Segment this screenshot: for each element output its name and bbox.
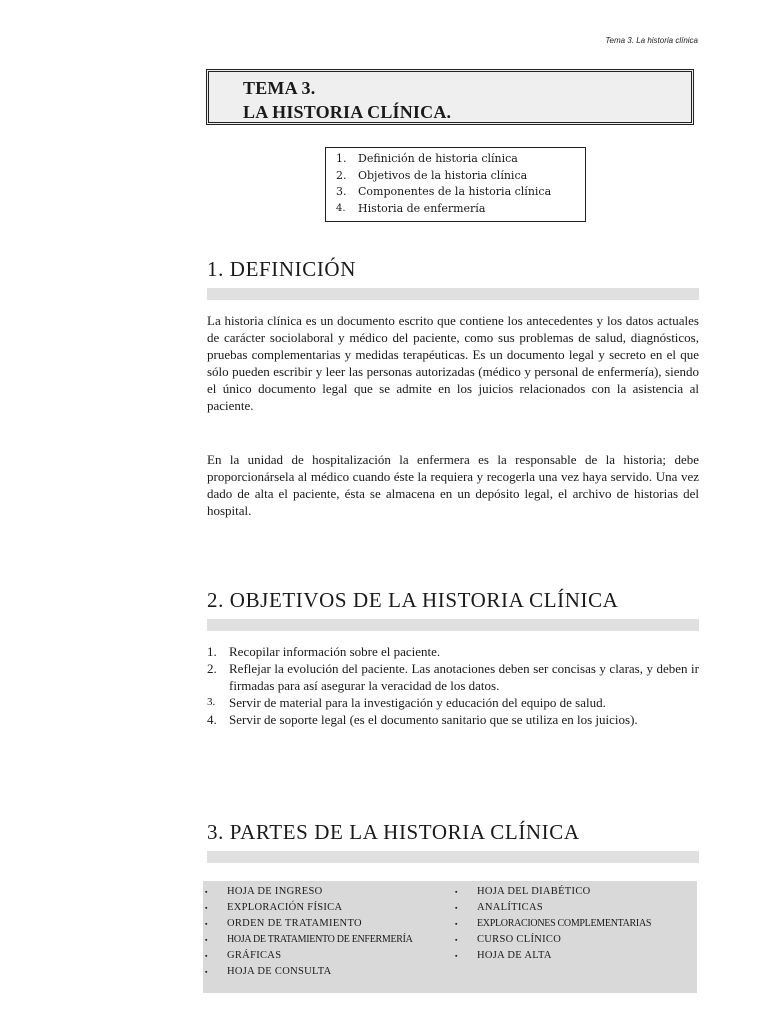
- list-item: [205, 884, 413, 900]
- section-1-header: [207, 256, 699, 300]
- list-item-text: HOJA DE CONSULTA: [227, 966, 332, 977]
- list-item-text: CURSO CLÍNICO: [477, 934, 562, 945]
- toc-item: [336, 168, 577, 185]
- list-item-text: ANALÍTICAS: [477, 902, 543, 913]
- toc-item-label: Historia de enfermería: [358, 201, 486, 215]
- list-item-text: HOJA DEL DIABÉTICO: [477, 886, 591, 897]
- list-item-text: EXPLORACIONES COMPLEMENTARIAS: [477, 918, 652, 929]
- list-item: [205, 964, 413, 980]
- parts-list-right: [455, 884, 651, 964]
- list-item-text: HOJA DE TRATAMIENTO DE ENFERMERÍA: [227, 934, 413, 945]
- list-item: [207, 643, 699, 660]
- list-item: [205, 932, 413, 948]
- parts-list-left: [205, 884, 413, 980]
- list-item-text: Servir de material para la investigación y educación del equipo de salud.: [229, 695, 606, 710]
- chapter-number: TEMA 3.: [243, 78, 316, 98]
- list-item: [455, 884, 651, 900]
- bullet-icon: ▪: [205, 904, 208, 912]
- bullet-icon: ▪: [455, 904, 458, 912]
- list-item: [455, 916, 651, 932]
- bullet-icon: ▪: [205, 968, 208, 976]
- toc-item-number: 2.: [336, 168, 347, 182]
- bullet-icon: ▪: [455, 936, 458, 944]
- list-item: [455, 900, 651, 916]
- list-item-text: HOJA DE INGRESO: [227, 886, 323, 897]
- definition-paragraph-2: En la unidad de hospitalización la enfermera es la responsable de la historia; debe proporcionársela al médico cuando éste la requiera y recogerla una vez haya servido. Una vez dado de alta el paciente, ésta se almacena en un depósito legal, el archivo de historias del hospital.: [207, 452, 699, 518]
- list-item-number: 1.: [207, 644, 217, 659]
- section-3-header: [207, 819, 699, 863]
- section-2-header: [207, 587, 699, 631]
- list-item-number: 3.: [207, 696, 216, 708]
- running-header: Tema 3. La historia clínica: [605, 36, 698, 45]
- list-item: [207, 694, 699, 711]
- toc-item-label: Componentes de la historia clínica: [358, 185, 552, 198]
- list-item: [205, 916, 413, 932]
- objectives-list: [207, 643, 699, 728]
- section-divider-bar: [207, 619, 699, 631]
- list-item-text: GRÁFICAS: [227, 950, 282, 961]
- section-divider-bar: [207, 851, 699, 863]
- bullet-icon: ▪: [205, 920, 208, 928]
- list-item: [455, 932, 651, 948]
- list-item: [207, 660, 699, 694]
- toc-item-number: 1.: [336, 152, 347, 165]
- list-item-text: Reflejar la evolución del paciente. Las anotaciones deben ser concisas y claras, y deben ir firmadas para así asegurar la veracidad de los datos.: [229, 661, 699, 693]
- toc-item-label: Objetivos de la historia clínica: [358, 168, 528, 182]
- list-item-text: EXPLORACIÓN FÍSICA: [227, 902, 343, 913]
- list-item-text: ORDEN DE TRATAMIENTO: [227, 918, 362, 929]
- list-item-text: Recopilar información sobre el paciente.: [229, 644, 441, 659]
- toc-item-label: Definición de historia clínica: [358, 152, 518, 165]
- list-item: [207, 711, 699, 728]
- toc-item-number: 4.: [336, 202, 346, 214]
- list-item-text: HOJA DE ALTA: [477, 950, 552, 961]
- list-item-number: 4.: [207, 712, 217, 727]
- toc-item: [336, 151, 577, 168]
- toc-item-number: 3.: [336, 185, 347, 198]
- toc-item: [336, 184, 577, 201]
- chapter-title-box: [206, 69, 694, 125]
- list-item: [455, 948, 651, 964]
- list-item-text: Servir de soporte legal (es el documento sanitario que se utiliza en los juicios).: [229, 712, 638, 727]
- list-item: [205, 948, 413, 964]
- table-of-contents: [325, 147, 586, 222]
- bullet-icon: ▪: [205, 952, 208, 960]
- toc-item: [336, 201, 577, 218]
- chapter-title: LA HISTORIA CLÍNICA.: [243, 102, 452, 122]
- section-1-title: 1. DEFINICIÓN: [207, 257, 356, 281]
- parts-list-box: [203, 881, 697, 993]
- bullet-icon: ▪: [455, 920, 458, 928]
- bullet-icon: ▪: [205, 936, 208, 944]
- section-3-title: 3. PARTES DE LA HISTORIA CLÍNICA: [207, 820, 580, 844]
- bullet-icon: ▪: [455, 952, 458, 960]
- bullet-icon: ▪: [455, 888, 458, 896]
- section-divider-bar: [207, 288, 699, 300]
- list-item-number: 2.: [207, 661, 217, 676]
- bullet-icon: ▪: [205, 888, 208, 896]
- list-item: [205, 900, 413, 916]
- definition-paragraph-1: La historia clínica es un documento escrito que contiene los antecedentes y los datos actuales de carácter sociolaboral y médico del paciente, como sus problemas de salud, diagnósticos, pruebas complementarias y medidas terapéuticas. Es un documento legal y secreto en el que sólo pueden escribir y leer las personas autorizadas (médico y personal de enfermería), siendo el único documento legal que se admite en los juicios relacionados con la asistencia al paciente.: [207, 313, 699, 413]
- section-2-title: 2. OBJETIVOS DE LA HISTORIA CLÍNICA: [207, 588, 619, 612]
